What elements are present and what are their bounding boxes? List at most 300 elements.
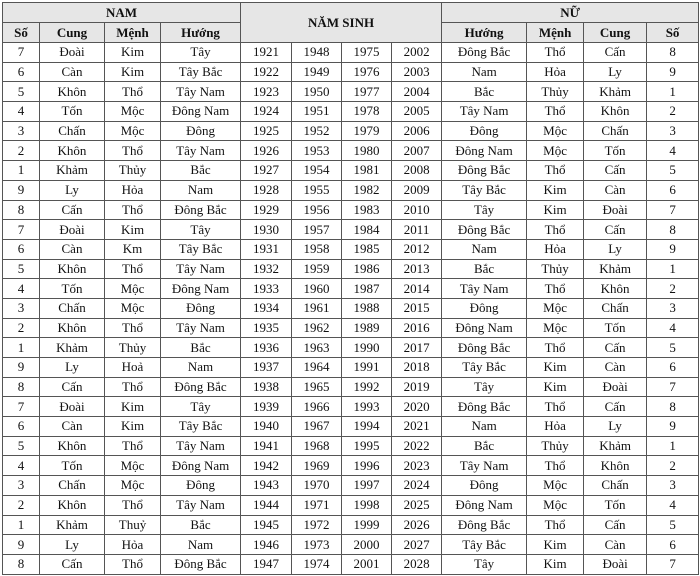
cell-cung-right: Ly: [584, 239, 647, 259]
cell-cung-left: Khôn: [40, 436, 105, 456]
cell-cung-left: Đoài: [40, 220, 105, 240]
cell-cung-left: Khảm: [40, 515, 105, 535]
cell-cung-right: Khảm: [584, 436, 647, 456]
cell-year-2: 1973: [292, 535, 342, 555]
col-header-huong-right: Hướng: [442, 23, 527, 43]
cell-year-1: 1945: [241, 515, 292, 535]
cell-huong-right: Tây Nam: [442, 456, 527, 476]
cell-year-1: 1928: [241, 180, 292, 200]
cell-huong-left: Đông: [161, 121, 241, 141]
cell-menh-right: Mộc: [527, 121, 584, 141]
cell-cung-right: Cấn: [584, 161, 647, 181]
col-header-menh-right: Mệnh: [527, 23, 584, 43]
table-row: [3, 180, 699, 200]
cell-so-left: 9: [3, 180, 40, 200]
cell-menh-left: Thổ: [105, 495, 161, 515]
cell-so-left: 4: [3, 279, 40, 299]
table-row: [3, 495, 699, 515]
cell-menh-left: Thổ: [105, 200, 161, 220]
cell-so-right: 6: [647, 358, 699, 378]
cell-menh-left: Mộc: [105, 121, 161, 141]
header-nu: NỮ: [442, 3, 699, 23]
cell-menh-left: Kim: [105, 62, 161, 82]
cell-so-left: 8: [3, 377, 40, 397]
cell-so-left: 6: [3, 62, 40, 82]
cell-year-4: 2013: [392, 259, 442, 279]
cell-year-2: 1961: [292, 298, 342, 318]
cell-menh-right: Thủy: [527, 259, 584, 279]
cell-so-left: 2: [3, 141, 40, 161]
cell-menh-left: Mộc: [105, 279, 161, 299]
cell-menh-right: Hỏa: [527, 239, 584, 259]
cell-cung-right: Đoài: [584, 377, 647, 397]
cell-year-2: 1949: [292, 62, 342, 82]
cell-year-1: 1936: [241, 338, 292, 358]
cell-so-left: 2: [3, 495, 40, 515]
cell-so-left: 1: [3, 161, 40, 181]
cell-cung-right: Cấn: [584, 515, 647, 535]
cell-menh-left: Mộc: [105, 456, 161, 476]
cell-so-left: 3: [3, 298, 40, 318]
cell-year-1: 1924: [241, 102, 292, 122]
header-nam: NAM: [3, 3, 241, 23]
cell-menh-right: Thổ: [527, 338, 584, 358]
cell-cung-left: Cấn: [40, 200, 105, 220]
cell-year-4: 2007: [392, 141, 442, 161]
cell-huong-left: Tây Nam: [161, 259, 241, 279]
cell-cung-right: Khôn: [584, 102, 647, 122]
cell-so-left: 7: [3, 43, 40, 63]
cell-year-3: 1999: [342, 515, 392, 535]
cell-year-3: 1976: [342, 62, 392, 82]
cell-menh-left: Hỏa: [105, 535, 161, 555]
cell-cung-right: Càn: [584, 535, 647, 555]
table-row: [3, 515, 699, 535]
cell-year-2: 1966: [292, 397, 342, 417]
cell-menh-left: Km: [105, 239, 161, 259]
cell-year-1: 1925: [241, 121, 292, 141]
cell-cung-left: Tốn: [40, 102, 105, 122]
cell-cung-left: Tốn: [40, 279, 105, 299]
cell-so-right: 2: [647, 456, 699, 476]
cell-year-4: 2023: [392, 456, 442, 476]
cell-year-4: 2008: [392, 161, 442, 181]
cell-cung-right: Khôn: [584, 279, 647, 299]
table-row: [3, 121, 699, 141]
cell-cung-left: Cấn: [40, 554, 105, 574]
cell-menh-right: Thổ: [527, 161, 584, 181]
cell-huong-left: Tây Bắc: [161, 62, 241, 82]
cell-huong-right: Đông Nam: [442, 141, 527, 161]
cell-cung-left: Ly: [40, 535, 105, 555]
cell-huong-right: Đông Nam: [442, 318, 527, 338]
cell-so-left: 9: [3, 358, 40, 378]
cell-so-right: 2: [647, 279, 699, 299]
cell-so-right: 3: [647, 121, 699, 141]
cell-year-4: 2005: [392, 102, 442, 122]
cell-menh-left: Hoả: [105, 358, 161, 378]
cell-cung-right: Cấn: [584, 220, 647, 240]
cell-cung-left: Càn: [40, 62, 105, 82]
cell-year-3: 1977: [342, 82, 392, 102]
cell-huong-left: Tây Bắc: [161, 239, 241, 259]
cell-year-1: 1940: [241, 417, 292, 437]
cell-year-1: 1933: [241, 279, 292, 299]
cell-year-4: 2019: [392, 377, 442, 397]
cell-year-4: 2021: [392, 417, 442, 437]
cell-year-4: 2006: [392, 121, 442, 141]
cell-cung-right: Cấn: [584, 338, 647, 358]
cell-year-2: 1962: [292, 318, 342, 338]
cell-so-left: 7: [3, 220, 40, 240]
cell-menh-right: Hỏa: [527, 417, 584, 437]
cell-year-3: 1992: [342, 377, 392, 397]
cell-cung-left: Tốn: [40, 456, 105, 476]
cell-year-2: 1965: [292, 377, 342, 397]
cell-year-4: 2010: [392, 200, 442, 220]
cell-menh-right: Kim: [527, 535, 584, 555]
cell-so-right: 7: [647, 554, 699, 574]
cell-cung-left: Khôn: [40, 259, 105, 279]
table-row: [3, 535, 699, 555]
cell-so-right: 8: [647, 220, 699, 240]
cell-menh-right: Thổ: [527, 397, 584, 417]
cell-year-2: 1974: [292, 554, 342, 574]
col-header-huong-left: Hướng: [161, 23, 241, 43]
cell-cung-right: Tốn: [584, 141, 647, 161]
table-row: [3, 220, 699, 240]
cell-year-1: 1931: [241, 239, 292, 259]
cell-year-3: 2001: [342, 554, 392, 574]
table-row: [3, 417, 699, 437]
cell-year-4: 2004: [392, 82, 442, 102]
table-row: [3, 358, 699, 378]
cell-so-left: 7: [3, 397, 40, 417]
table-row: [3, 259, 699, 279]
cell-cung-left: Chấn: [40, 476, 105, 496]
cell-cung-left: Chấn: [40, 298, 105, 318]
cell-cung-right: Ly: [584, 417, 647, 437]
cell-huong-right: Tây: [442, 200, 527, 220]
cell-huong-right: Nam: [442, 239, 527, 259]
cell-year-2: 1967: [292, 417, 342, 437]
cell-cung-right: Ly: [584, 62, 647, 82]
cell-cung-right: Khảm: [584, 82, 647, 102]
cell-menh-right: Kim: [527, 358, 584, 378]
cell-year-1: 1926: [241, 141, 292, 161]
table-row: [3, 338, 699, 358]
table-row: [3, 161, 699, 181]
cell-year-2: 1971: [292, 495, 342, 515]
cell-year-1: 1947: [241, 554, 292, 574]
cell-cung-right: Cấn: [584, 43, 647, 63]
cell-year-4: 2027: [392, 535, 442, 555]
cell-menh-right: Thổ: [527, 43, 584, 63]
cell-so-left: 1: [3, 338, 40, 358]
cell-year-1: 1930: [241, 220, 292, 240]
cell-so-right: 5: [647, 338, 699, 358]
cell-year-1: 1943: [241, 476, 292, 496]
cell-year-4: 2024: [392, 476, 442, 496]
cell-huong-right: Nam: [442, 417, 527, 437]
cell-huong-left: Bắc: [161, 338, 241, 358]
cell-huong-right: Đông Bắc: [442, 338, 527, 358]
cell-year-2: 1958: [292, 239, 342, 259]
cell-menh-left: Thổ: [105, 436, 161, 456]
cell-year-3: 1975: [342, 43, 392, 63]
cell-so-left: 9: [3, 535, 40, 555]
table-body: [3, 43, 699, 575]
cell-year-3: 1994: [342, 417, 392, 437]
cell-huong-left: Tây: [161, 397, 241, 417]
cell-year-3: 1982: [342, 180, 392, 200]
cung-menh-table: [2, 2, 699, 575]
cell-so-right: 9: [647, 239, 699, 259]
cell-year-1: 1941: [241, 436, 292, 456]
cell-menh-right: Mộc: [527, 141, 584, 161]
cell-so-right: 3: [647, 298, 699, 318]
cell-year-2: 1957: [292, 220, 342, 240]
cell-so-right: 3: [647, 476, 699, 496]
cell-cung-left: Cấn: [40, 377, 105, 397]
cell-huong-left: Tây Bắc: [161, 417, 241, 437]
cell-cung-right: Tốn: [584, 495, 647, 515]
cell-year-2: 1968: [292, 436, 342, 456]
cell-so-right: 5: [647, 161, 699, 181]
cell-menh-right: Kim: [527, 554, 584, 574]
table-row: [3, 102, 699, 122]
cell-so-right: 4: [647, 141, 699, 161]
cell-cung-left: Càn: [40, 417, 105, 437]
cell-so-left: 3: [3, 476, 40, 496]
cell-year-4: 2015: [392, 298, 442, 318]
cell-huong-left: Đông: [161, 298, 241, 318]
cell-huong-left: Tây: [161, 220, 241, 240]
cell-huong-left: Đông Bắc: [161, 554, 241, 574]
cell-year-2: 1952: [292, 121, 342, 141]
cell-huong-right: Đông Bắc: [442, 43, 527, 63]
cell-cung-left: Ly: [40, 180, 105, 200]
cell-year-3: 1996: [342, 456, 392, 476]
cell-year-4: 2014: [392, 279, 442, 299]
cell-year-4: 2002: [392, 43, 442, 63]
cell-year-3: 1997: [342, 476, 392, 496]
cell-menh-left: Kim: [105, 43, 161, 63]
cell-year-4: 2028: [392, 554, 442, 574]
cell-year-3: 1987: [342, 279, 392, 299]
cell-so-left: 1: [3, 515, 40, 535]
cell-so-left: 5: [3, 82, 40, 102]
cell-huong-right: Bắc: [442, 82, 527, 102]
cell-year-1: 1922: [241, 62, 292, 82]
cell-year-4: 2025: [392, 495, 442, 515]
cell-menh-left: Thổ: [105, 554, 161, 574]
table-row: [3, 397, 699, 417]
cell-year-1: 1937: [241, 358, 292, 378]
cell-cung-right: Đoài: [584, 200, 647, 220]
cell-so-right: 1: [647, 82, 699, 102]
cell-huong-right: Đông: [442, 476, 527, 496]
cell-year-1: 1929: [241, 200, 292, 220]
cell-year-3: 1991: [342, 358, 392, 378]
header-nam-sinh: NĂM SINH: [241, 3, 442, 43]
cell-menh-right: Thổ: [527, 456, 584, 476]
cell-year-1: 1935: [241, 318, 292, 338]
cell-huong-left: Nam: [161, 180, 241, 200]
cell-so-left: 8: [3, 554, 40, 574]
cell-so-right: 1: [647, 259, 699, 279]
cell-huong-right: Bắc: [442, 436, 527, 456]
cell-huong-left: Đông Nam: [161, 456, 241, 476]
cell-so-left: 4: [3, 456, 40, 476]
cell-huong-left: Nam: [161, 358, 241, 378]
cell-year-2: 1956: [292, 200, 342, 220]
cell-huong-right: Đông Nam: [442, 495, 527, 515]
cell-huong-right: Tây: [442, 554, 527, 574]
cell-cung-left: Chấn: [40, 121, 105, 141]
cell-year-3: 1993: [342, 397, 392, 417]
cell-menh-left: Thổ: [105, 82, 161, 102]
cell-huong-right: Bắc: [442, 259, 527, 279]
col-header-cung-right: Cung: [584, 23, 647, 43]
cell-huong-left: Đông Bắc: [161, 377, 241, 397]
cell-huong-left: Tây Nam: [161, 318, 241, 338]
cell-year-1: 1938: [241, 377, 292, 397]
cell-year-3: 1984: [342, 220, 392, 240]
cell-year-4: 2003: [392, 62, 442, 82]
table-row: [3, 62, 699, 82]
cell-huong-right: Đông Bắc: [442, 161, 527, 181]
table-row: [3, 377, 699, 397]
cell-menh-right: Thủy: [527, 436, 584, 456]
cell-year-3: 1995: [342, 436, 392, 456]
cell-cung-left: Đoài: [40, 397, 105, 417]
cell-year-2: 1964: [292, 358, 342, 378]
cell-huong-left: Bắc: [161, 161, 241, 181]
cell-huong-right: Tây Bắc: [442, 358, 527, 378]
table-row: [3, 476, 699, 496]
cell-year-2: 1972: [292, 515, 342, 535]
table-row: [3, 200, 699, 220]
cell-year-1: 1934: [241, 298, 292, 318]
cell-menh-right: Thổ: [527, 515, 584, 535]
cell-menh-right: Thủy: [527, 82, 584, 102]
table-row: [3, 554, 699, 574]
cell-menh-right: Thổ: [527, 220, 584, 240]
cell-year-4: 2020: [392, 397, 442, 417]
cell-year-2: 1950: [292, 82, 342, 102]
cell-menh-left: Mộc: [105, 102, 161, 122]
cell-year-4: 2016: [392, 318, 442, 338]
cell-huong-right: Nam: [442, 62, 527, 82]
cell-huong-left: Nam: [161, 535, 241, 555]
cell-cung-left: Khảm: [40, 338, 105, 358]
cell-year-2: 1955: [292, 180, 342, 200]
cell-menh-left: Kim: [105, 220, 161, 240]
cell-so-right: 9: [647, 62, 699, 82]
cell-so-right: 1: [647, 436, 699, 456]
cell-menh-left: Thủy: [105, 338, 161, 358]
cell-menh-left: Hỏa: [105, 180, 161, 200]
col-header-cung-left: Cung: [40, 23, 105, 43]
cell-menh-right: Hỏa: [527, 62, 584, 82]
cell-year-4: 2012: [392, 239, 442, 259]
cell-year-1: 1923: [241, 82, 292, 102]
cell-year-4: 2009: [392, 180, 442, 200]
cell-cung-right: Chấn: [584, 476, 647, 496]
cell-year-4: 2017: [392, 338, 442, 358]
cell-year-2: 1963: [292, 338, 342, 358]
cell-huong-left: Đông Bắc: [161, 200, 241, 220]
cell-huong-left: Đông: [161, 476, 241, 496]
cell-menh-right: Thổ: [527, 102, 584, 122]
cell-year-1: 1942: [241, 456, 292, 476]
cell-cung-left: Khôn: [40, 495, 105, 515]
cell-menh-right: Kim: [527, 377, 584, 397]
cell-year-1: 1927: [241, 161, 292, 181]
cell-year-2: 1960: [292, 279, 342, 299]
cell-year-4: 2011: [392, 220, 442, 240]
cell-cung-right: Chấn: [584, 121, 647, 141]
cell-cung-right: Cấn: [584, 397, 647, 417]
cell-cung-right: Tốn: [584, 318, 647, 338]
cell-huong-left: Tây Nam: [161, 82, 241, 102]
cell-menh-left: Thổ: [105, 141, 161, 161]
cell-year-3: 1989: [342, 318, 392, 338]
cell-huong-right: Tây Bắc: [442, 180, 527, 200]
table-row: [3, 239, 699, 259]
cell-huong-left: Tây Nam: [161, 141, 241, 161]
cell-so-left: 5: [3, 436, 40, 456]
cell-huong-right: Đông: [442, 298, 527, 318]
cell-year-2: 1954: [292, 161, 342, 181]
cell-huong-left: Tây Nam: [161, 495, 241, 515]
col-header-so-left: Số: [3, 23, 40, 43]
cell-huong-right: Tây: [442, 377, 527, 397]
cell-so-right: 8: [647, 397, 699, 417]
cell-so-left: 6: [3, 417, 40, 437]
cell-so-left: 3: [3, 121, 40, 141]
cell-menh-left: Thổ: [105, 377, 161, 397]
cell-year-2: 1970: [292, 476, 342, 496]
cell-cung-right: Khảm: [584, 259, 647, 279]
cell-menh-left: Thuỷ: [105, 515, 161, 535]
cell-year-3: 1983: [342, 200, 392, 220]
cell-year-3: 1981: [342, 161, 392, 181]
cell-so-right: 2: [647, 102, 699, 122]
cell-huong-left: Tây Nam: [161, 436, 241, 456]
cell-huong-right: Đông Bắc: [442, 515, 527, 535]
cell-so-right: 6: [647, 535, 699, 555]
cell-so-left: 2: [3, 318, 40, 338]
cell-so-left: 6: [3, 239, 40, 259]
cell-so-left: 5: [3, 259, 40, 279]
cell-year-3: 1990: [342, 338, 392, 358]
cell-menh-right: Kim: [527, 200, 584, 220]
cell-cung-right: Càn: [584, 180, 647, 200]
cell-huong-left: Đông Nam: [161, 102, 241, 122]
cell-year-3: 2000: [342, 535, 392, 555]
cell-cung-left: Khôn: [40, 82, 105, 102]
cell-menh-right: Mộc: [527, 318, 584, 338]
table-row: [3, 456, 699, 476]
cell-menh-left: Mộc: [105, 298, 161, 318]
cell-menh-left: Kim: [105, 417, 161, 437]
table-row: [3, 436, 699, 456]
cell-so-right: 6: [647, 180, 699, 200]
cell-menh-left: Thủy: [105, 161, 161, 181]
cell-year-3: 1998: [342, 495, 392, 515]
